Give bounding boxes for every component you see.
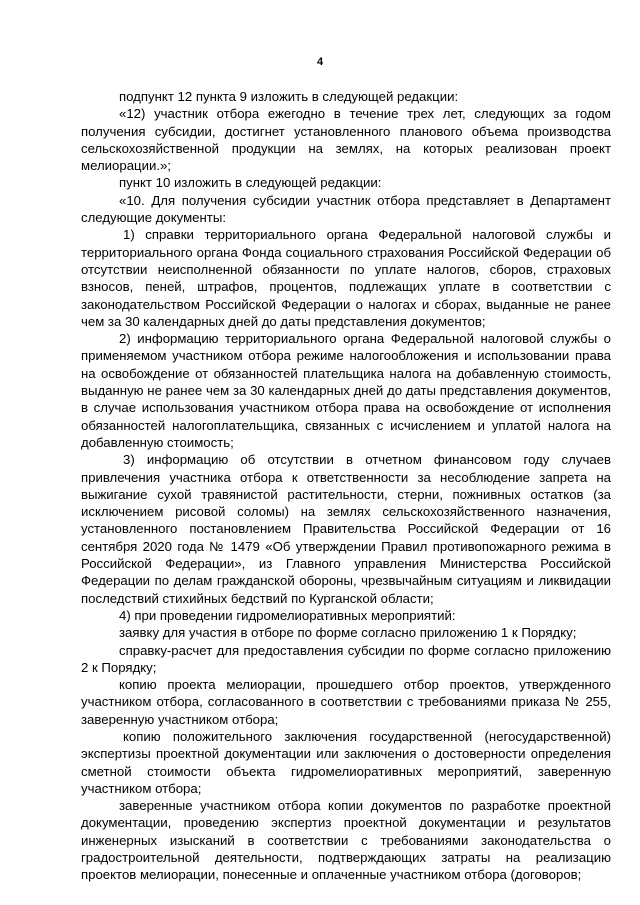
paragraph-item-3: 3) информацию об отсутствии в отчетном финансовом году случаев привлечения участника отбора к ответственности за несоблюдение запрета на выжигание сухой травянистой растительности, стерни, пожнивных остатков (за исключением рисовой соломы) на землях сельскохозяйственного назначения, установленного постановлением Правительства Российской Федерации от 16 сентября 2020 года № 1479 «Об утверждении Правил противопожарного режима в Российской Федерации», из Главного управления Министерства Российской Федерации по делам гражданской обороны, чрезвычайным ситуациям и ликвидации последствий стихийных бедствий по Курганской области;: [81, 452, 611, 606]
paragraph-calculation-certificate: справку-расчет для предоставления субсидии по форме согласно приложению 2 к Порядку;: [81, 642, 611, 675]
paragraph-item-4: 4) при проведении гидромелиоративных мероприятий:: [119, 607, 456, 623]
document-body: [81, 88, 611, 884]
paragraph-expertise-conclusion-copy: копию положительного заключения государственной (негосударственной) экспертизы проектной документации или заключения о достоверности определения сметной стоимости объекта гидромелиоративных мероприятий, заверенную участником отбора;: [81, 728, 611, 796]
page-number: 4: [316, 56, 324, 68]
paragraph-melioration-project-copy: копию проекта мелиорации, прошедшего отбор проектов, утвержденного участником отбора, согласованного в соответствии с требованиями приказа № 255, заверенную участником отбора;: [81, 677, 611, 727]
paragraph-clause-10-text: «10. Для получения субсидии участник отбора представляет в Департамент следующие документы:: [81, 192, 611, 226]
paragraph-item-2: 2) информацию территориального органа Федеральной налоговой службы о применяемом участником отбора режиме налогообложения и использовании права на освобождение от обязанностей плательщика налога на добавленную стоимость, выданную не ранее чем за 30 календарных дней до даты представления документов, в случае использования участником отбора права на освобождение от исполнения обязанностей налогоплательщика, связанных с исчислением и уплатой налога на добавленную стоимость;: [81, 331, 611, 450]
paragraph-subclause-12-intro: подпункт 12 пункта 9 изложить в следующей редакции:: [119, 89, 459, 104]
paragraph-clause-10-intro: пункт 10 изложить в следующей редакции:: [119, 175, 382, 191]
paragraph-application-form: заявку для участия в отборе по форме согласно приложению 1 к Порядку;: [119, 625, 577, 641]
paragraph-certified-document-copies: заверенные участником отбора копии документов по разработке проектной документации, проведению экспертиз проектной документации и результатов инженерных изысканий в соответствии с требованиями законодательства о градостроительной деятельности, подтверждающих затраты на реализацию проектов мелиорации, понесенные и оплаченные участником отбора (договоров;: [81, 798, 611, 883]
paragraph-item-1: 1) справки территориального органа Федеральной налоговой службы и территориального органа Фонда социального страхования Российской Федерации об отсутствии неисполненной обязанности по уплате налогов, сборов, страховых взносов, пеней, штрафов, процентов, подлежащих уплате в соответствии с законодательством Российской Федерации о налогах и сборах, выданные не ранее чем за 30 календарных дней до даты представления документов;: [81, 227, 611, 329]
paragraph-subclause-12-text: «12) участник отбора ежегодно в течение трех лет, следующих за годом получения субсидии, достигнет установленного планового объема производства сельскохозяйственной продукции на землях, на которых реализован проект мелиорации.»;: [81, 106, 611, 174]
